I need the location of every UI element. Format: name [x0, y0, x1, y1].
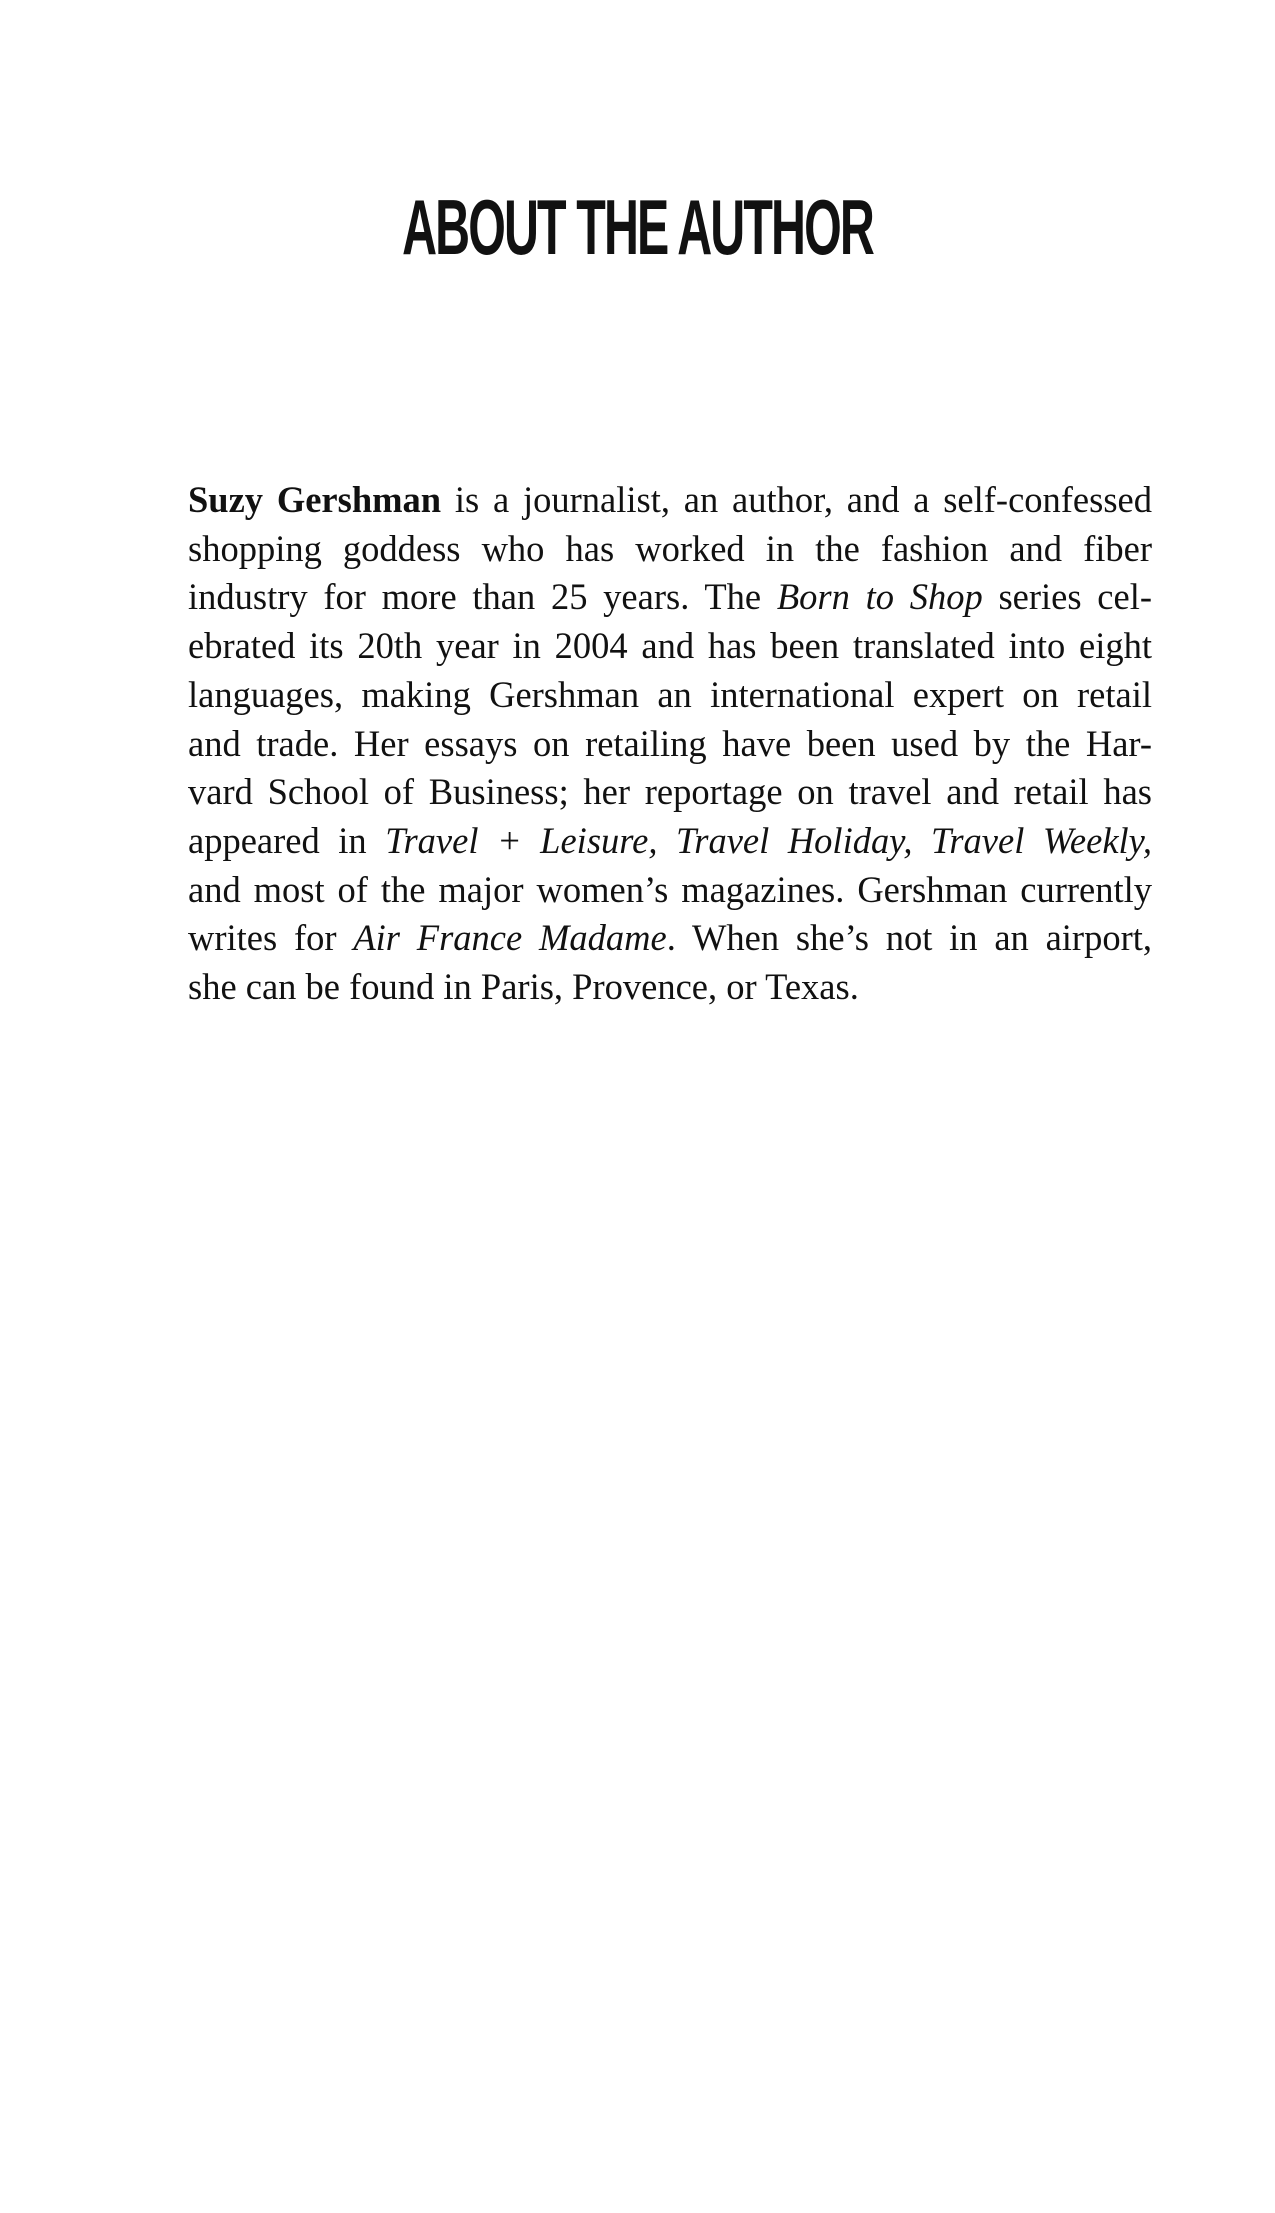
bio-text: industry for more than 25 years. The — [188, 576, 777, 618]
bio-line — [188, 817, 1152, 866]
bio-line — [188, 963, 1152, 1012]
bio-text: and most of the major women’s magazines. Gershman currently — [188, 868, 1152, 910]
publication-title: Travel + Leisure, Travel Holiday, Travel Weekly, — [385, 819, 1152, 861]
bio-text: . When she’s not in an airport, — [666, 917, 1153, 959]
publication-title: Born to Shop — [776, 576, 983, 618]
bio-text: writes for — [188, 917, 354, 959]
bio-text: vard School of Business; her reportage on travel and retail has — [188, 771, 1152, 813]
bio-line — [188, 720, 1152, 769]
bio-line — [188, 476, 1152, 525]
bio-line — [188, 768, 1152, 817]
bio-line — [188, 573, 1152, 622]
publication-title: Air France Madame — [353, 917, 667, 959]
bio-text: she can be found in Paris, Provence, or Texas. — [188, 966, 859, 1008]
bio-line — [188, 622, 1152, 671]
bio-text: is a journalist, an author, and a self-confessed — [441, 479, 1152, 520]
bio-text: and trade. Her essays on retailing have been used by the Har- — [188, 722, 1152, 764]
bio-text: shopping goddess who has worked in the fashion and fiber — [188, 527, 1152, 569]
author-name: Suzy Gershman — [188, 479, 442, 520]
bio-text: series cel- — [982, 576, 1152, 618]
bio-line — [188, 914, 1152, 963]
bio-text: ebrated its 20th year in 2004 and has been translated into eight — [188, 625, 1152, 667]
bio-text: appeared in — [188, 819, 386, 861]
bio-line — [188, 671, 1152, 720]
bio-text: languages, making Gershman an international expert on retail — [188, 673, 1152, 715]
bio-line — [188, 866, 1152, 915]
bio-line — [188, 525, 1152, 574]
author-bio-paragraph — [188, 476, 1152, 1012]
page-title: ABOUT THE AUTHOR — [402, 183, 873, 271]
